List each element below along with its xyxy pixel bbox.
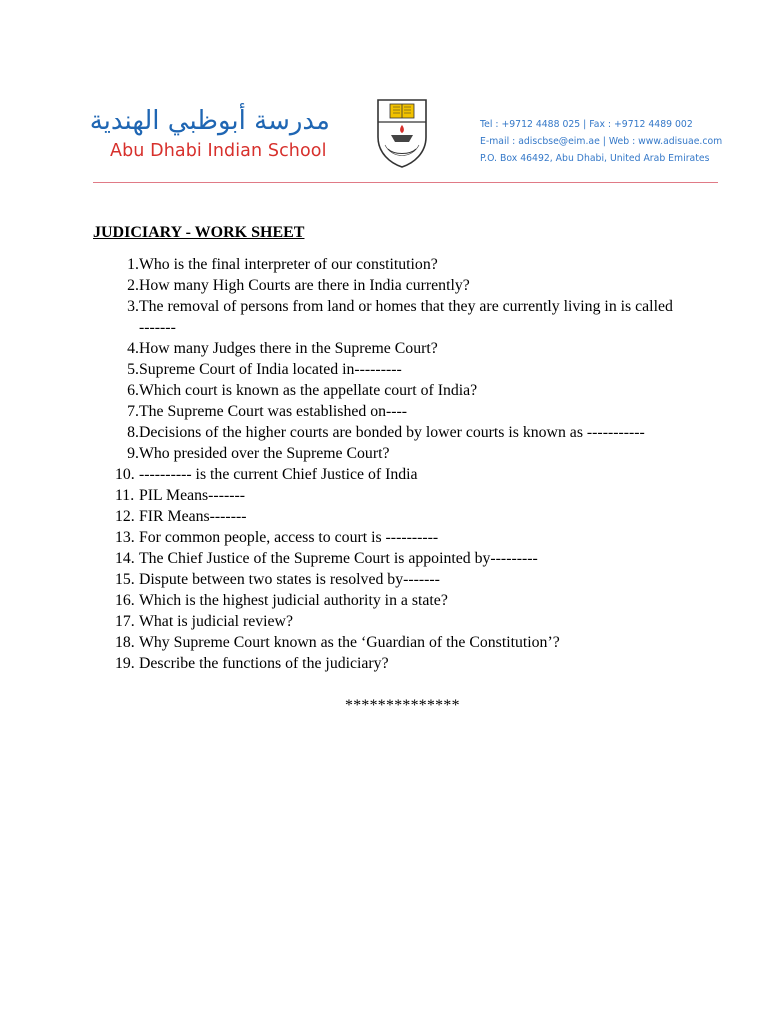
question-item <box>93 464 693 485</box>
worksheet-title: JUDICIARY - WORK SHEET <box>93 224 305 241</box>
question-number: 2. <box>127 277 139 294</box>
school-crest-icon <box>374 97 430 169</box>
question-text: The Supreme Court was established on---- <box>139 403 408 420</box>
question-text: Which is the highest judicial authority in a state? <box>139 592 448 609</box>
question-number: 7. <box>127 403 139 420</box>
question-item <box>93 380 693 401</box>
question-text: Who is the final interpreter of our constitution? <box>139 256 438 273</box>
question-number: 11. <box>115 487 135 504</box>
question-text: PIL Means------- <box>139 487 245 504</box>
question-number: 8. <box>127 424 139 441</box>
question-text: Who presided over the Supreme Court? <box>139 445 390 462</box>
question-number: 12. <box>115 508 135 525</box>
question-item <box>93 422 693 443</box>
question-text: What is judicial review? <box>139 613 293 630</box>
end-marker: ************** <box>345 697 460 714</box>
header-divider <box>93 182 718 183</box>
question-number: 9. <box>127 445 139 462</box>
question-number: 10. <box>115 466 135 483</box>
question-number: 17. <box>115 613 135 630</box>
question-item <box>93 569 693 590</box>
question-text: Dispute between two states is resolved by------- <box>139 571 440 588</box>
question-item <box>93 338 693 359</box>
question-item <box>93 401 693 422</box>
question-list <box>93 254 693 674</box>
question-text: Which court is known as the appellate court of India? <box>139 382 478 399</box>
question-text: The removal of persons from land or homes that they are currently living in is called ------- <box>139 298 673 336</box>
question-number: 5. <box>127 361 139 378</box>
question-text: FIR Means------- <box>139 508 247 525</box>
question-item <box>93 611 693 632</box>
contact-info <box>480 116 722 167</box>
question-item <box>93 548 693 569</box>
question-text: Supreme Court of India located in--------- <box>139 361 402 378</box>
question-number: 16. <box>115 592 135 609</box>
question-text: ---------- is the current Chief Justice of India <box>139 466 418 483</box>
question-item <box>93 359 693 380</box>
question-number: 3. <box>127 298 139 315</box>
school-name-english: Abu Dhabi Indian School <box>110 141 327 161</box>
question-number: 6. <box>127 382 139 399</box>
question-item <box>93 653 693 674</box>
question-number: 13. <box>115 529 135 546</box>
question-text: Decisions of the higher courts are bonded by lower courts is known as ----------- <box>139 424 645 441</box>
question-item <box>93 590 693 611</box>
question-item <box>93 275 693 296</box>
question-text: How many High Courts are there in India currently? <box>139 277 470 294</box>
contact-address: P.O. Box 46492, Abu Dhabi, United Arab Emirates <box>480 153 710 164</box>
question-item <box>93 443 693 464</box>
contact-email-web: E-mail : adiscbse@eim.ae | Web : www.adisuae.com <box>480 136 723 147</box>
question-item <box>93 296 693 338</box>
question-item <box>93 527 693 548</box>
question-text: The Chief Justice of the Supreme Court is appointed by--------- <box>139 550 538 567</box>
question-number: 15. <box>115 571 135 588</box>
question-text: How many Judges there in the Supreme Court? <box>139 340 438 357</box>
question-number: 1. <box>127 256 139 273</box>
question-text: Describe the functions of the judiciary? <box>139 655 389 672</box>
question-number: 14. <box>115 550 135 567</box>
question-item <box>93 632 693 653</box>
question-text: For common people, access to court is ---------- <box>139 529 439 546</box>
question-number: 4. <box>127 340 139 357</box>
question-item <box>93 506 693 527</box>
question-number: 18. <box>115 634 135 651</box>
question-number: 19. <box>115 655 135 672</box>
contact-phone-fax: Tel : +9712 4488 025 | Fax : +9712 4489 002 <box>480 119 693 130</box>
question-item <box>93 254 693 275</box>
school-name-arabic: مدرسة أبوظبي الهندية <box>89 106 330 136</box>
question-text: Why Supreme Court known as the ‘Guardian of the Constitution’? <box>139 634 560 651</box>
question-item <box>93 485 693 506</box>
